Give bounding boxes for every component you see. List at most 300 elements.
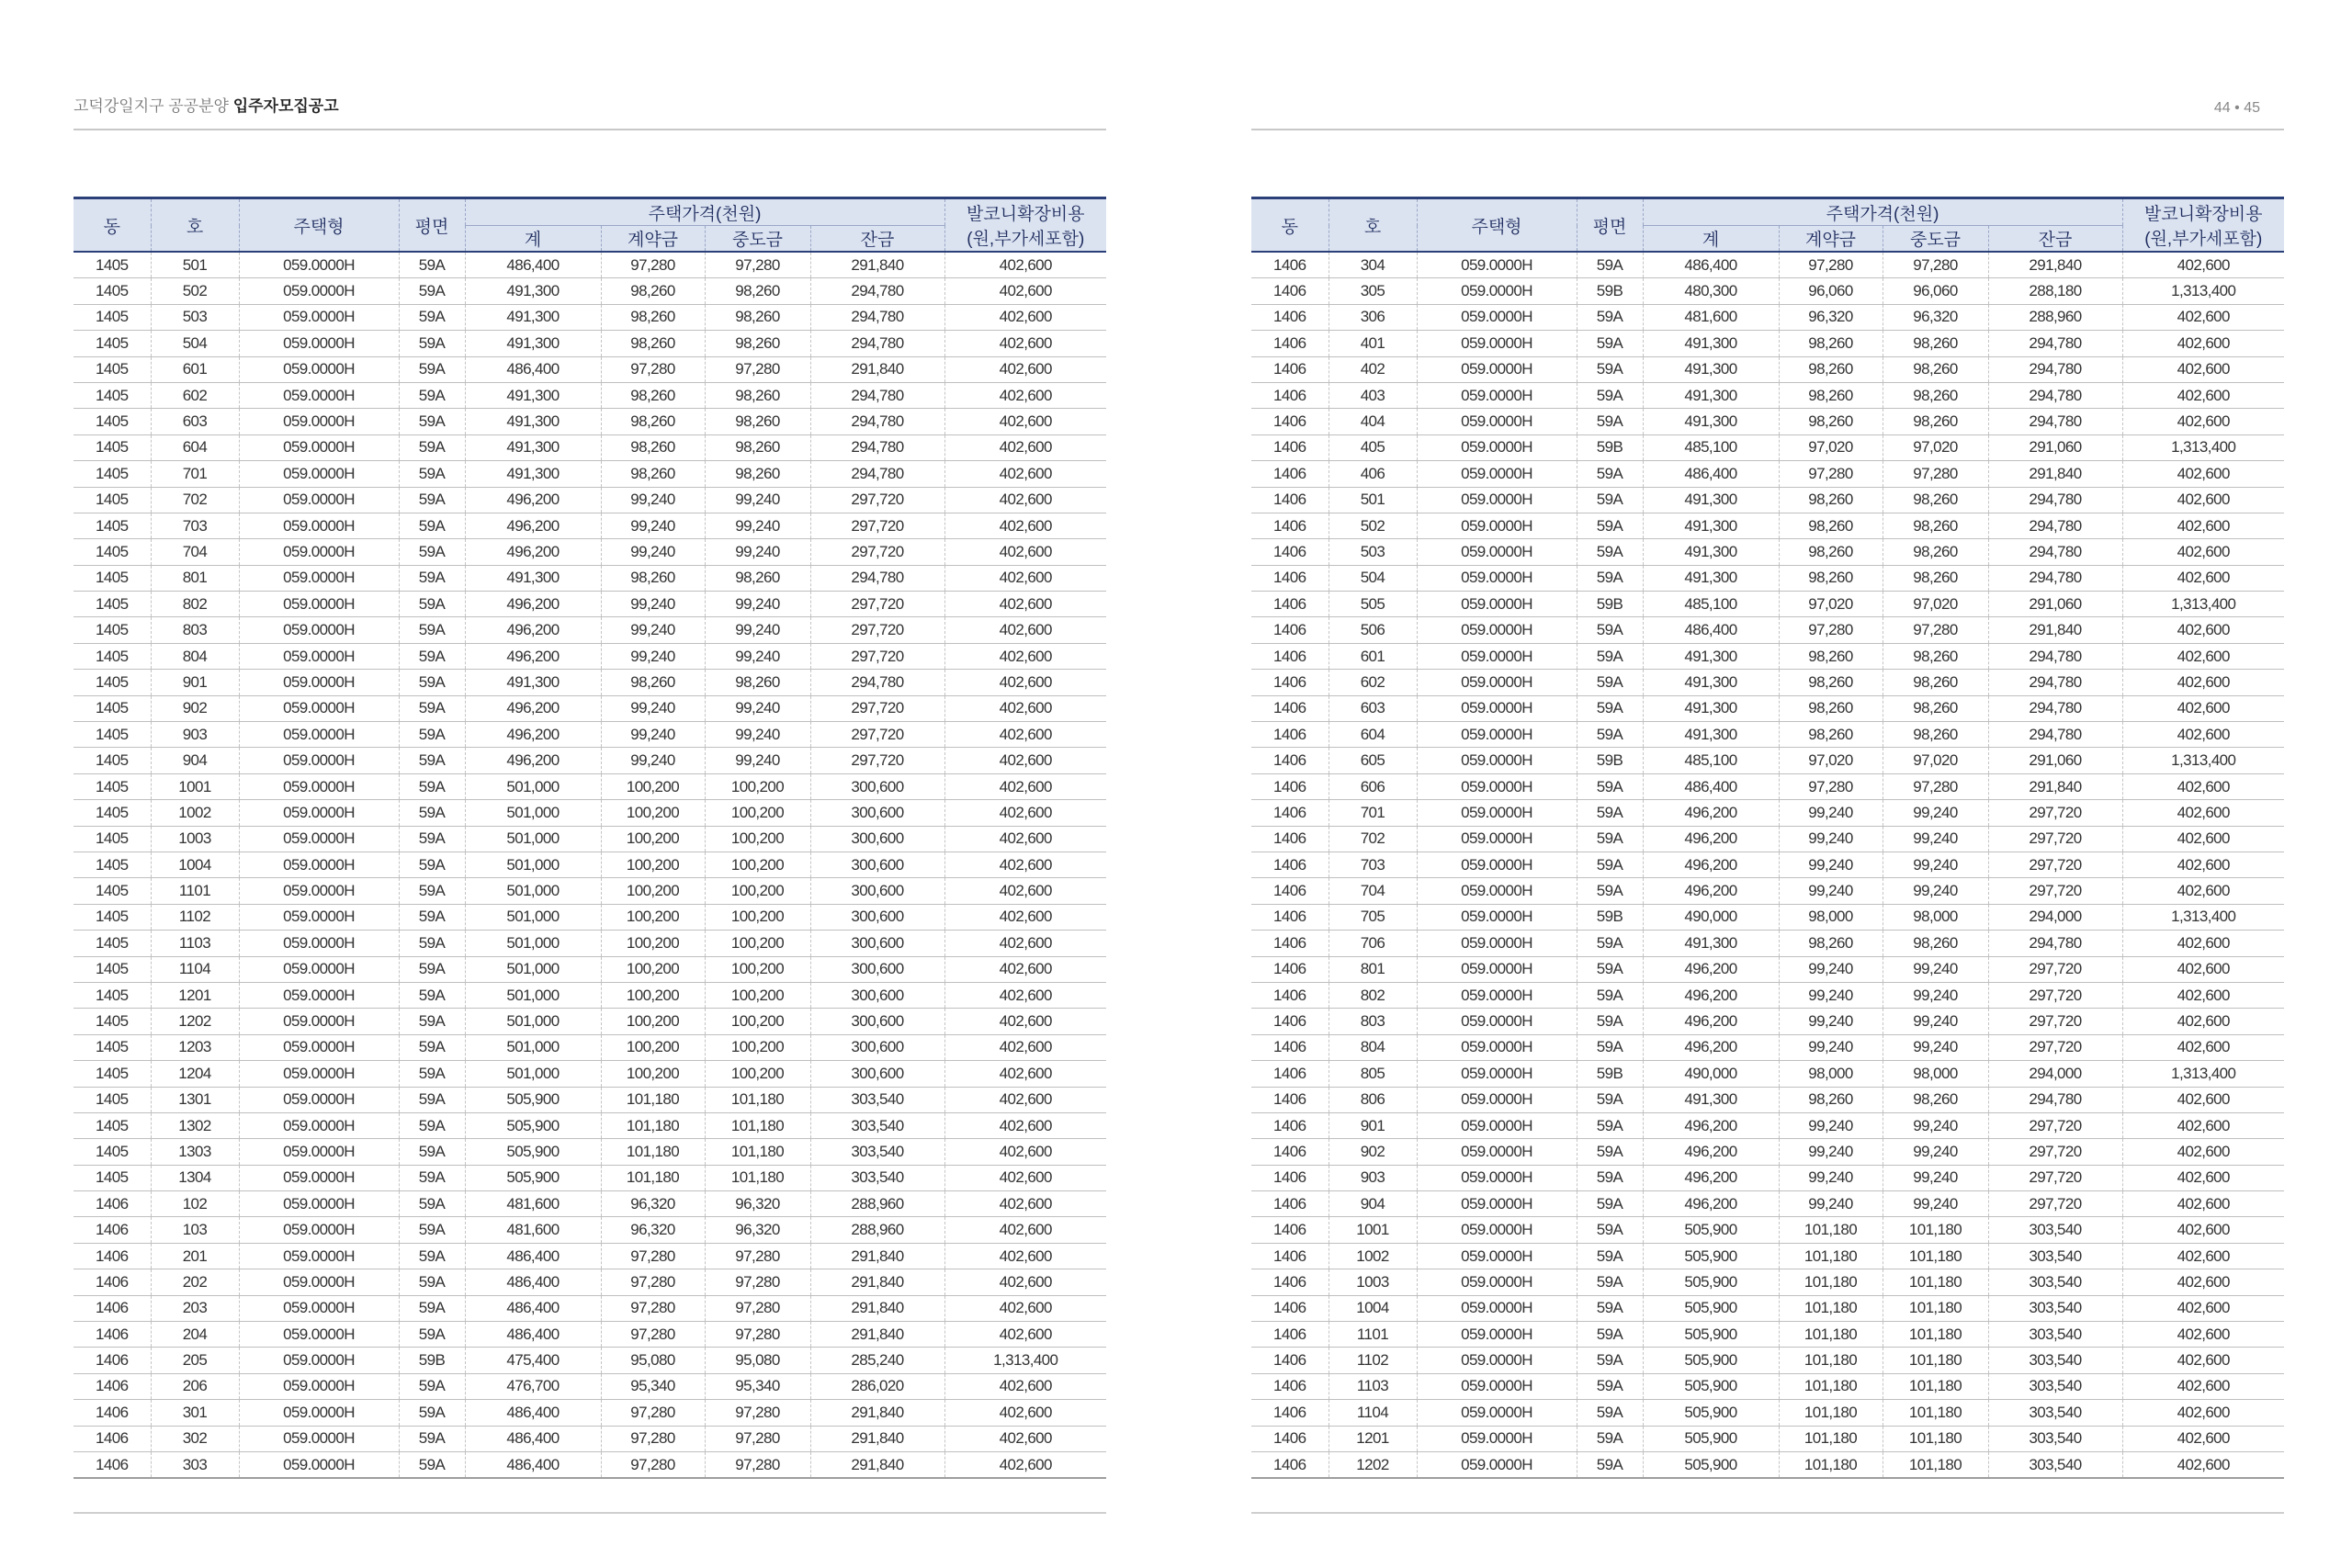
cell-deposit: 96,320 [1779,304,1883,330]
cell-balance: 288,960 [810,1217,944,1243]
cell-total: 491,300 [1643,409,1779,434]
col-dong: 동 [1251,198,1329,253]
cell-total: 475,400 [465,1348,601,1373]
table-row [74,1451,1106,1478]
cell-total: 491,300 [1643,382,1779,408]
cell-balance: 300,600 [810,852,944,877]
cell-total: 496,200 [465,592,601,617]
cell-balance: 291,840 [810,1400,944,1426]
table-row [1251,434,2284,460]
cell-dong: 1405 [74,722,151,748]
cell-interim: 98,260 [705,331,810,356]
cell-balcony-cost: 402,600 [944,695,1106,721]
cell-deposit: 98,260 [601,565,705,591]
cell-deposit: 101,180 [1779,1426,1883,1451]
cell-area: 59A [1577,1426,1643,1451]
cell-deposit: 97,280 [601,1426,705,1451]
cell-area: 59A [399,956,465,982]
cell-deposit: 98,260 [1779,670,1883,695]
cell-balance: 294,780 [1988,382,2122,408]
cell-interim: 100,200 [705,878,810,904]
col-balcony-line2: (원,부가세포함) [967,230,1085,249]
cell-housing-type: 059.0000H [1417,643,1577,669]
cell-dong: 1406 [1251,356,1329,382]
table-body [1251,252,2284,1478]
cell-interim: 97,280 [705,1400,810,1426]
table-row [1251,1269,2284,1295]
cell-balcony-cost: 402,600 [2122,1451,2284,1478]
cell-area: 59A [1577,461,1643,487]
cell-balance: 303,540 [1988,1269,2122,1295]
cell-balcony-cost: 1,313,400 [944,1348,1106,1373]
cell-total: 501,000 [465,773,601,799]
cell-interim: 99,240 [705,539,810,565]
cell-area: 59A [1577,931,1643,956]
cell-balcony-cost: 402,600 [944,982,1106,1008]
cell-balance: 294,780 [1988,331,2122,356]
cell-balance: 294,780 [1988,670,2122,695]
cell-housing-type: 059.0000H [1417,331,1577,356]
cell-balcony-cost: 402,600 [944,904,1106,930]
cell-interim: 97,020 [1883,592,1988,617]
cell-total: 496,200 [1643,982,1779,1008]
cell-dong: 1406 [1251,800,1329,826]
cell-deposit: 97,280 [601,356,705,382]
cell-dong: 1405 [74,409,151,434]
table-row [74,252,1106,278]
cell-balcony-cost: 402,600 [944,592,1106,617]
cell-dong: 1406 [1251,1243,1329,1269]
cell-housing-type: 059.0000H [1417,1348,1577,1373]
cell-ho: 1002 [1329,1243,1417,1269]
cell-area: 59A [1577,773,1643,799]
cell-balance: 297,720 [1988,1034,2122,1060]
cell-balance: 291,840 [1988,252,2122,278]
cell-total: 491,300 [1643,565,1779,591]
cell-balance: 297,720 [810,695,944,721]
cell-area: 59A [399,487,465,513]
cell-total: 505,900 [465,1165,601,1190]
cell-balance: 300,600 [810,956,944,982]
cell-housing-type: 059.0000H [239,539,399,565]
cell-ho: 904 [1329,1191,1417,1217]
cell-ho: 301 [151,1400,239,1426]
cell-interim: 101,180 [1883,1295,1988,1321]
cell-housing-type: 059.0000H [239,331,399,356]
cell-dong: 1406 [1251,252,1329,278]
cell-interim: 97,280 [1883,773,1988,799]
cell-ho: 703 [1329,852,1417,877]
cell-total: 491,300 [1643,1087,1779,1112]
table-row [74,1243,1106,1269]
cell-area: 59A [399,982,465,1008]
cell-interim: 100,200 [705,982,810,1008]
cell-total: 496,200 [1643,956,1779,982]
cell-housing-type: 059.0000H [239,382,399,408]
cell-balcony-cost: 402,600 [944,773,1106,799]
cell-balcony-cost: 402,600 [2122,539,2284,565]
cell-housing-type: 059.0000H [1417,1373,1577,1399]
cell-balcony-cost: 402,600 [2122,826,2284,852]
cell-total: 491,300 [465,461,601,487]
cell-balcony-cost: 402,600 [2122,800,2284,826]
cell-balcony-cost: 1,313,400 [2122,1061,2284,1087]
cell-total: 491,300 [1643,331,1779,356]
cell-deposit: 99,240 [1779,1191,1883,1217]
cell-total: 505,900 [465,1112,601,1138]
cell-ho: 704 [1329,878,1417,904]
cell-interim: 99,240 [1883,878,1988,904]
cell-dong: 1406 [1251,852,1329,877]
cell-deposit: 100,200 [601,1061,705,1087]
cell-deposit: 101,180 [601,1165,705,1190]
cell-balcony-cost: 402,600 [944,1112,1106,1138]
cell-interim: 101,180 [1883,1348,1988,1373]
cell-deposit: 101,180 [1779,1348,1883,1373]
cell-interim: 100,200 [705,1061,810,1087]
cell-housing-type: 059.0000H [239,695,399,721]
cell-interim: 101,180 [705,1139,810,1165]
table-row [74,461,1106,487]
cell-deposit: 99,240 [1779,982,1883,1008]
cell-housing-type: 059.0000H [239,982,399,1008]
cell-dong: 1405 [74,539,151,565]
cell-balcony-cost: 402,600 [2122,1269,2284,1295]
cell-balance: 294,780 [1988,722,2122,748]
cell-balance: 297,720 [1988,1139,2122,1165]
cell-balance: 294,780 [810,382,944,408]
cell-interim: 96,320 [705,1217,810,1243]
cell-interim: 98,260 [1883,695,1988,721]
cell-total: 501,000 [465,1034,601,1060]
cell-deposit: 101,180 [1779,1243,1883,1269]
cell-interim: 98,260 [1883,1087,1988,1112]
cell-dong: 1406 [1251,904,1329,930]
cell-housing-type: 059.0000H [1417,773,1577,799]
cell-deposit: 100,200 [601,852,705,877]
table-row [1251,487,2284,513]
cell-dong: 1405 [74,826,151,852]
cell-total: 485,100 [1643,592,1779,617]
cell-balcony-cost: 402,600 [944,722,1106,748]
cell-interim: 97,020 [1883,434,1988,460]
cell-interim: 97,280 [1883,252,1988,278]
col-balance: 잔금 [810,226,944,253]
cell-area: 59A [1577,1034,1643,1060]
cell-deposit: 99,240 [601,695,705,721]
cell-total: 481,600 [1643,304,1779,330]
cell-area: 59A [1577,1217,1643,1243]
cell-dong: 1406 [1251,722,1329,748]
cell-balance: 300,600 [810,982,944,1008]
cell-total: 505,900 [1643,1243,1779,1269]
cell-interim: 101,180 [1883,1373,1988,1399]
cell-total: 490,000 [1643,1061,1779,1087]
table-row [1251,1400,2284,1426]
cell-total: 486,400 [465,1322,601,1348]
table-row [74,278,1106,304]
cell-balance: 300,600 [810,1061,944,1087]
cell-balcony-cost: 402,600 [2122,982,2284,1008]
cell-ho: 804 [1329,1034,1417,1060]
cell-balance: 294,780 [1988,356,2122,382]
cell-dong: 1405 [74,278,151,304]
col-total: 계 [1643,226,1779,253]
cell-ho: 503 [1329,539,1417,565]
cell-area: 59A [1577,1087,1643,1112]
cell-interim: 99,240 [1883,1191,1988,1217]
cell-deposit: 97,280 [601,1269,705,1295]
table-row [74,982,1106,1008]
cell-dong: 1405 [74,1087,151,1112]
cell-dong: 1406 [1251,1426,1329,1451]
cell-balance: 297,720 [810,722,944,748]
cell-housing-type: 059.0000H [1417,695,1577,721]
cell-balance: 303,540 [1988,1451,2122,1478]
cell-ho: 1003 [151,826,239,852]
cell-ho: 602 [1329,670,1417,695]
cell-area: 59A [399,382,465,408]
cell-deposit: 97,280 [601,1243,705,1269]
cell-housing-type: 059.0000H [1417,1295,1577,1321]
cell-dong: 1406 [1251,617,1329,643]
cell-interim: 101,180 [1883,1451,1988,1478]
cell-housing-type: 059.0000H [239,278,399,304]
cell-ho: 103 [151,1217,239,1243]
cell-area: 59A [1577,409,1643,434]
table-row [74,1400,1106,1426]
table-row [74,513,1106,538]
cell-deposit: 97,020 [1779,748,1883,773]
cell-deposit: 97,280 [601,1295,705,1321]
cell-total: 505,900 [1643,1295,1779,1321]
cell-interim: 99,240 [705,748,810,773]
cell-total: 505,900 [465,1139,601,1165]
cell-balance: 303,540 [1988,1243,2122,1269]
cell-area: 59A [399,1112,465,1138]
cell-balcony-cost: 402,600 [944,1295,1106,1321]
cell-balance: 285,240 [810,1348,944,1373]
cell-deposit: 97,280 [1779,461,1883,487]
cell-deposit: 99,240 [601,617,705,643]
cell-area: 59A [1577,1139,1643,1165]
table-row [74,956,1106,982]
cell-total: 476,700 [465,1373,601,1399]
cell-deposit: 99,240 [601,539,705,565]
cell-housing-type: 059.0000H [1417,1426,1577,1451]
cell-interim: 97,280 [705,1295,810,1321]
table-row [74,670,1106,695]
cell-area: 59A [399,826,465,852]
cell-interim: 98,260 [1883,670,1988,695]
cell-ho: 406 [1329,461,1417,487]
cell-balance: 297,720 [1988,1191,2122,1217]
cell-ho: 803 [1329,1009,1417,1034]
cell-ho: 603 [151,409,239,434]
cell-deposit: 99,240 [1779,878,1883,904]
cell-dong: 1406 [1251,1400,1329,1426]
cell-dong: 1405 [74,252,151,278]
table-row [74,304,1106,330]
cell-balance: 294,780 [810,565,944,591]
cell-dong: 1405 [74,1139,151,1165]
cell-dong: 1406 [1251,539,1329,565]
cell-total: 486,400 [1643,773,1779,799]
cell-ho: 401 [1329,331,1417,356]
table-row [74,852,1106,877]
cell-deposit: 98,260 [1779,331,1883,356]
col-balcony-line1: 발코니확장비용 [2144,205,2263,224]
cell-ho: 1004 [1329,1295,1417,1321]
cell-balcony-cost: 402,600 [2122,1426,2284,1451]
cell-total: 491,300 [1643,513,1779,538]
cell-total: 491,300 [465,278,601,304]
cell-total: 496,200 [465,513,601,538]
cell-area: 59A [1577,382,1643,408]
cell-area: 59A [399,565,465,591]
cell-interim: 98,260 [1883,931,1988,956]
cell-balcony-cost: 402,600 [944,513,1106,538]
cell-balance: 294,780 [1988,695,2122,721]
cell-area: 59A [1577,1348,1643,1373]
cell-dong: 1406 [1251,956,1329,982]
cell-balance: 303,540 [1988,1426,2122,1451]
cell-ho: 601 [151,356,239,382]
cell-deposit: 99,240 [1779,1009,1883,1034]
cell-deposit: 99,240 [1779,826,1883,852]
cell-interim: 98,260 [1883,331,1988,356]
table-row [74,539,1106,565]
cell-area: 59B [1577,592,1643,617]
cell-total: 505,900 [1643,1322,1779,1348]
cell-balance: 300,600 [810,826,944,852]
table-row [1251,1087,2284,1112]
cell-housing-type: 059.0000H [1417,1009,1577,1034]
cell-balcony-cost: 402,600 [2122,565,2284,591]
cell-total: 480,300 [1643,278,1779,304]
cell-housing-type: 059.0000H [239,1373,399,1399]
cell-dong: 1405 [74,331,151,356]
cell-housing-type: 059.0000H [239,1165,399,1190]
cell-dong: 1405 [74,592,151,617]
cell-deposit: 100,200 [601,773,705,799]
page-header [1251,97,2284,130]
cell-ho: 904 [151,748,239,773]
cell-deposit: 101,180 [1779,1217,1883,1243]
cell-balance: 300,600 [810,800,944,826]
cell-balance: 303,540 [1988,1400,2122,1426]
cell-total: 486,400 [465,1269,601,1295]
cell-total: 496,200 [1643,1191,1779,1217]
cell-ho: 205 [151,1348,239,1373]
cell-balcony-cost: 402,600 [2122,1009,2284,1034]
cell-total: 486,400 [465,1426,601,1451]
cell-area: 59A [399,852,465,877]
cell-ho: 604 [151,434,239,460]
cell-balance: 300,600 [810,1034,944,1060]
cell-balcony-cost: 402,600 [944,252,1106,278]
cell-ho: 706 [1329,931,1417,956]
cell-ho: 1002 [151,800,239,826]
col-price-group: 주택가격(천원) [1643,198,2122,226]
cell-deposit: 98,260 [601,304,705,330]
cell-dong: 1405 [74,617,151,643]
cell-dong: 1406 [1251,461,1329,487]
cell-area: 59A [399,931,465,956]
cell-deposit: 97,020 [1779,434,1883,460]
cell-ho: 306 [1329,304,1417,330]
cell-housing-type: 059.0000H [239,409,399,434]
cell-total: 501,000 [465,1009,601,1034]
cell-ho: 1301 [151,1087,239,1112]
cell-housing-type: 059.0000H [239,1217,399,1243]
cell-dong: 1406 [1251,1295,1329,1321]
cell-balance: 291,060 [1988,434,2122,460]
cell-balcony-cost: 402,600 [944,748,1106,773]
cell-balance: 297,720 [810,513,944,538]
cell-housing-type: 059.0000H [1417,487,1577,513]
cell-housing-type: 059.0000H [1417,592,1577,617]
cell-housing-type: 059.0000H [1417,878,1577,904]
cell-area: 59A [1577,539,1643,565]
cell-ho: 403 [1329,382,1417,408]
cell-balance: 297,720 [1988,1009,2122,1034]
cell-area: 59A [399,1400,465,1426]
cell-deposit: 98,260 [601,670,705,695]
cell-total: 501,000 [465,956,601,982]
cell-housing-type: 059.0000H [1417,1451,1577,1478]
cell-dong: 1406 [1251,1191,1329,1217]
cell-total: 491,300 [1643,356,1779,382]
cell-balance: 286,020 [810,1373,944,1399]
cell-area: 59A [399,252,465,278]
cell-housing-type: 059.0000H [1417,1087,1577,1112]
cell-ho: 805 [1329,1061,1417,1087]
cell-balcony-cost: 402,600 [2122,1191,2284,1217]
cell-balance: 294,000 [1988,904,2122,930]
cell-ho: 1103 [151,931,239,956]
cell-interim: 99,240 [1883,1009,1988,1034]
cell-deposit: 97,280 [601,1451,705,1478]
cell-interim: 101,180 [1883,1322,1988,1348]
cell-area: 59A [1577,565,1643,591]
cell-interim: 99,240 [705,643,810,669]
cell-ho: 902 [1329,1139,1417,1165]
cell-balance: 297,720 [1988,800,2122,826]
cell-total: 505,900 [1643,1269,1779,1295]
table-row [1251,1373,2284,1399]
cell-deposit: 98,260 [1779,487,1883,513]
cell-area: 59A [399,304,465,330]
table-row [1251,278,2284,304]
cell-ho: 501 [1329,487,1417,513]
cell-housing-type: 059.0000H [239,931,399,956]
cell-interim: 96,060 [1883,278,1988,304]
cell-deposit: 98,000 [1779,904,1883,930]
cell-dong: 1405 [74,956,151,982]
cell-housing-type: 059.0000H [239,1139,399,1165]
cell-balcony-cost: 402,600 [2122,304,2284,330]
cell-total: 505,900 [1643,1426,1779,1451]
cell-balance: 291,840 [810,1322,944,1348]
cell-housing-type: 059.0000H [1417,852,1577,877]
table-row [74,773,1106,799]
cell-area: 59A [399,1034,465,1060]
cell-area: 59A [399,670,465,695]
table-row [1251,826,2284,852]
table-row [1251,643,2284,669]
cell-housing-type: 059.0000H [239,904,399,930]
